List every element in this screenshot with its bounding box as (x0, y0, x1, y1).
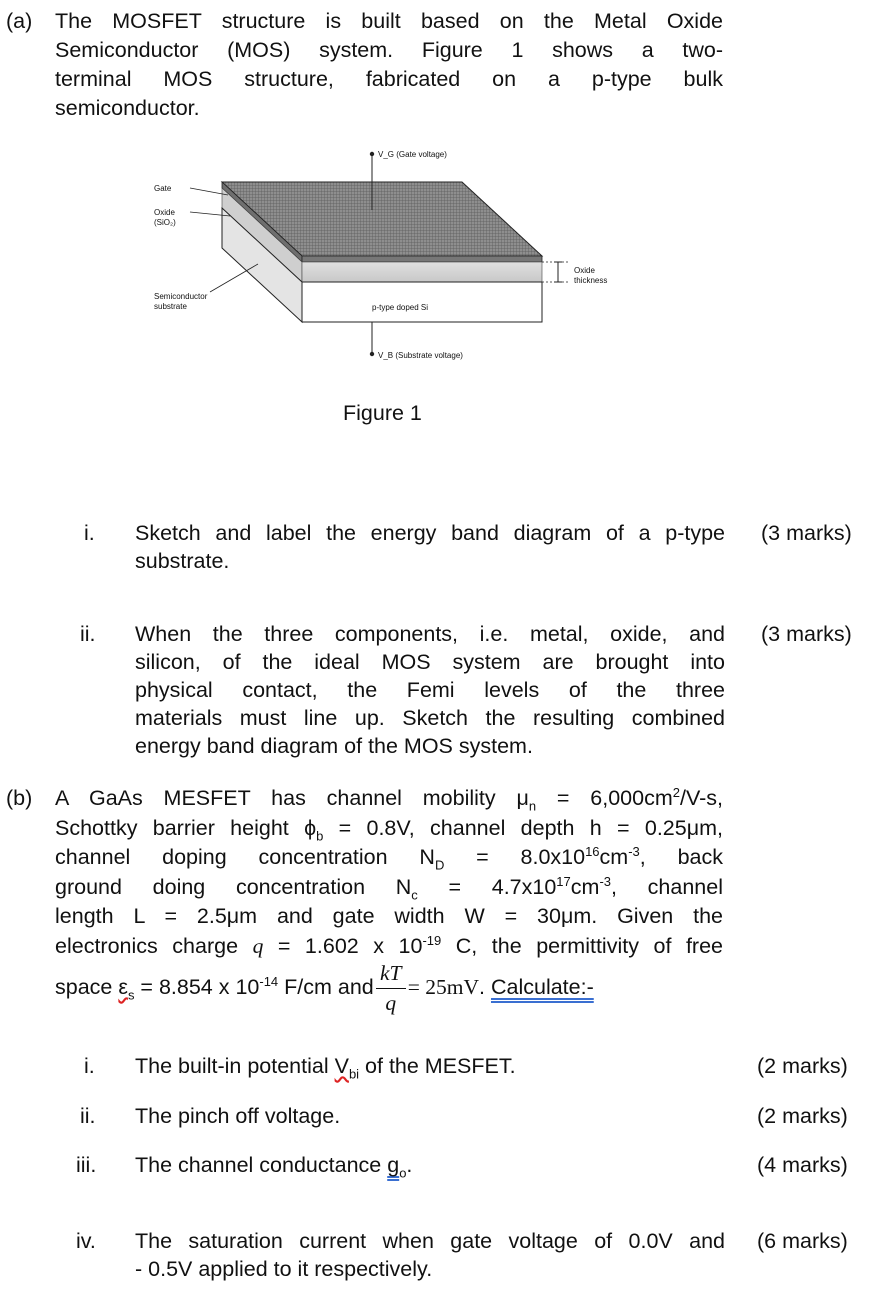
question-b-iii-marks: (4 marks) (757, 1153, 848, 1177)
gate-front-face (302, 256, 542, 262)
permittivity-value: = 8.854 x 10 (134, 975, 260, 999)
question-a-ii-line-5: energy band diagram of the MOS system. (135, 734, 533, 758)
mobility-unit: /V-s, (679, 786, 723, 810)
epsilon: ε (118, 975, 128, 999)
charge-text: electronics charge (55, 933, 253, 958)
thermal-voltage: = 25mV (407, 975, 480, 999)
substrate-voltage-label: V_B (Substrate voltage) (378, 351, 463, 360)
permittivity-symbol (118, 975, 135, 1003)
question-b-iv-text (135, 1227, 725, 1283)
question-b-ii-marks: (2 marks) (757, 1104, 848, 1128)
question-b-iv-line-1: The saturation current when gate voltage of 0.0V and (135, 1229, 725, 1253)
gate-voltage-label: V_G (Gate voltage) (378, 150, 447, 159)
background-value: = 4.7x10 (417, 874, 557, 899)
question-a-i-line-2: substrate. (135, 549, 230, 573)
background-sub: c (411, 886, 418, 902)
question-b-i-text (135, 1052, 516, 1080)
part-a-text (55, 7, 723, 123)
p-type-label: p-type doped Si (372, 303, 429, 312)
substrate-label: substrate (154, 302, 187, 311)
part-b-line-5: length L = 2.5μm and gate width W = 30μm. Given the (55, 904, 723, 928)
background-exp: 17 (556, 873, 571, 889)
question-a-i-line-1: Sketch and label the energy band diagram of a p-type (135, 521, 725, 545)
doping-tail: , back (639, 845, 723, 869)
barrier-value: = 0.8V, channel depth h = 0.25μm, (323, 815, 723, 840)
part-b-line-2 (55, 814, 723, 844)
question-b-ii-text: The pinch off voltage. (135, 1104, 341, 1128)
question-a-ii-number: ii. (80, 622, 96, 646)
question-b-iii-number: iii. (76, 1153, 97, 1177)
barrier-sub: b (316, 827, 324, 843)
semiconductor-label: Semiconductor (154, 292, 208, 301)
oxide-thickness-label-2: thickness (574, 276, 608, 285)
permittivity-exp: -14 (259, 973, 279, 989)
part-a-label: (a) (6, 9, 33, 33)
oxide-formula-label: (SiO₂) (154, 218, 176, 227)
builtin-tail: of the MESFET. (359, 1054, 516, 1078)
question-a-ii-line-1: When the three components, i.e. metal, oxide, and (135, 622, 725, 646)
conductance-text: The channel conductance (135, 1153, 388, 1177)
permittivity-unit: F/cm and (278, 975, 374, 999)
question-a-i-number: i. (84, 521, 95, 545)
question-a-ii-text (135, 620, 725, 760)
question-b-iii-text (135, 1151, 412, 1179)
doping-sub: D (434, 857, 445, 873)
background-tail: , channel (611, 874, 723, 899)
mobility-sup: 2 (672, 784, 680, 800)
question-b-iv-marks: (6 marks) (757, 1229, 848, 1253)
gate-label: Gate (154, 184, 172, 193)
part-a-line-3: terminal MOS structure, fabricated on a p-type bulk (55, 67, 723, 91)
question-b-ii-number: ii. (80, 1104, 96, 1128)
part-b-label: (b) (6, 786, 33, 810)
doping-value: = 8.0x10 (444, 845, 586, 869)
part-a-line-1: The MOSFET structure is built based on the Metal Oxide (55, 9, 723, 33)
charge-value: = 1.602 x 10 (263, 933, 423, 958)
mobility-text: A GaAs MESFET has channel mobility μ (55, 786, 529, 810)
background-unit-exp: -3 (599, 873, 611, 889)
go-sub: o (399, 1165, 407, 1181)
question-a-ii-marks: (3 marks) (761, 622, 852, 646)
go-symbol (387, 1153, 407, 1181)
fraction-numerator: kT (380, 961, 402, 986)
barrier-text: Schottky barrier height ϕ (55, 815, 317, 840)
question-a-i-marks: (3 marks) (761, 521, 852, 545)
permittivity-text: space (55, 975, 119, 999)
vbi-sub: bi (348, 1066, 360, 1082)
question-a-ii-line-3: physical contact, the Femi levels of the three (135, 678, 725, 702)
part-b-line-3 (55, 843, 723, 873)
mos-structure-figure (150, 140, 630, 370)
doping-unit: cm (599, 845, 629, 869)
go-g: g (387, 1153, 400, 1177)
question-a-i-text (135, 519, 725, 575)
question-a-ii-line-4: materials must line up. Sketch the resulting combined (135, 706, 725, 730)
part-b-line-4 (55, 873, 723, 903)
figure-caption: Figure 1 (343, 401, 422, 425)
oxide-front-face (302, 262, 542, 282)
doping-unit-exp: -3 (628, 843, 640, 859)
vbi-v: V (334, 1054, 349, 1078)
epsilon-sub: s (127, 987, 135, 1003)
substrate-front-face (302, 282, 542, 322)
part-b-line-1 (55, 784, 723, 814)
background-text: ground doing concentration N (55, 874, 412, 899)
question-a-ii-line-2: silicon, of the ideal MOS system are brought into (135, 650, 725, 674)
oxide-thickness-label-1: Oxide (574, 266, 595, 275)
question-b-iv-line-2: - 0.5V applied to it respectively. (135, 1257, 433, 1281)
question-b-i-number: i. (84, 1054, 95, 1078)
part-a-line-4: semiconductor. (55, 96, 200, 120)
charge-tail: C, the permittivity of free (441, 933, 723, 958)
calculate-label: Calculate:- (490, 975, 594, 999)
mobility-value: = 6,000cm (536, 786, 673, 810)
builtin-text: The built-in potential (135, 1054, 335, 1078)
conductance-tail: . (406, 1153, 413, 1177)
background-unit: cm (570, 874, 600, 899)
question-b-iv-number: iv. (76, 1229, 96, 1253)
part-b-text (55, 784, 723, 961)
separator: . (479, 975, 491, 999)
vbi-symbol (334, 1054, 360, 1082)
doping-exp: 16 (585, 843, 600, 859)
part-b-line-7 (55, 961, 594, 1016)
question-b-i-marks: (2 marks) (757, 1054, 848, 1078)
fraction-denominator: q (385, 991, 397, 1016)
doping-text: channel doping concentration N (55, 845, 435, 869)
part-a-line-2: Semiconductor (MOS) system. Figure 1 shows a two- (55, 38, 723, 62)
oxide-label: Oxide (154, 208, 175, 217)
charge-exp: -19 (422, 932, 442, 948)
charge-symbol: q (252, 933, 264, 958)
mobility-sub: n (528, 798, 537, 814)
kt-over-q-fraction (374, 961, 408, 1016)
